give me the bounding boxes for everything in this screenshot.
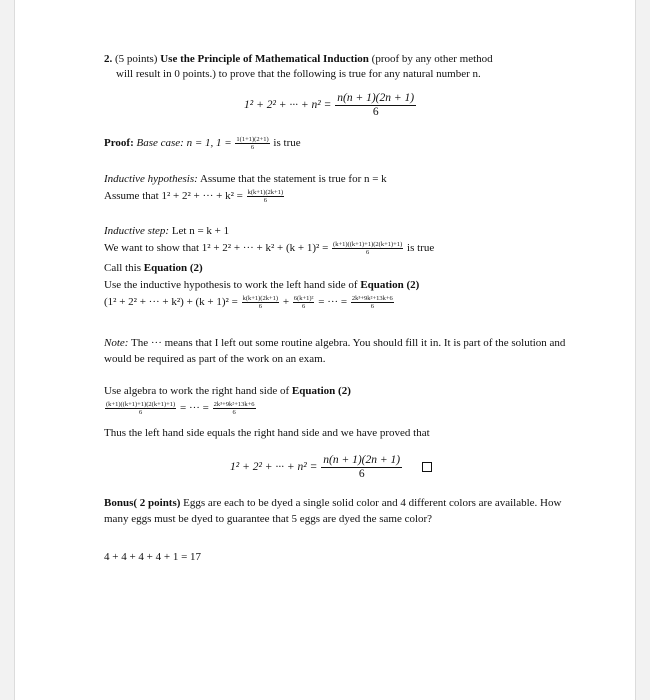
right-f2-numerator: 2k³+9k²+13k+6 — [213, 401, 255, 408]
step-want-fraction — [332, 241, 403, 256]
step-let: Let n = k + 1 — [171, 225, 230, 237]
right-fraction-2 — [213, 401, 256, 416]
assume-lhs: Assume that 1² + 2² + ··· + k² = — [104, 190, 243, 203]
equation-name-3: Equation (2) — [291, 385, 351, 397]
step-want-numerator: (k+1)((k+1)+1)(2(k+1)+1) — [333, 241, 403, 248]
note-label: Note: — [104, 337, 129, 349]
assume-fraction — [247, 189, 285, 204]
left-fraction-1 — [242, 295, 280, 310]
equation-name: Equation (2) — [143, 262, 203, 274]
note-paragraph — [104, 336, 574, 368]
left-expr: (1² + 2² + ··· + k²) + (k + 1)² = — [104, 296, 238, 309]
assume-numerator: k(k+1)(2k+1) — [247, 189, 284, 196]
right-f1-numerator: (k+1)((k+1)+1)(2(k+1)+1) — [106, 401, 176, 408]
base-case-fraction — [235, 136, 269, 151]
question-header — [104, 52, 493, 68]
left-dots: = ··· = — [318, 296, 348, 309]
left-plus: + — [282, 296, 290, 309]
final-formula-denominator: 6 — [358, 467, 365, 480]
formula-lhs: 1² + 2² + ··· + n² = — [244, 98, 332, 111]
left-side-expression — [104, 295, 395, 311]
left-fraction-3 — [351, 295, 394, 310]
hypothesis-text: Assume that the statement is true for n = k — [199, 173, 387, 185]
base-case-text: Base case: n = 1, 1 = — [136, 137, 232, 150]
assume-denominator: 6 — [263, 197, 268, 205]
hypothesis-line — [104, 172, 387, 188]
step-want-denominator: 6 — [366, 249, 370, 257]
left-f3-numerator: 2k³+9k²+13k+6 — [351, 295, 393, 302]
use-right-line — [104, 384, 351, 400]
question-number: 2. — [104, 53, 113, 65]
left-fraction-2 — [293, 295, 315, 310]
step-want-tail: is true — [407, 242, 435, 255]
base-case-tail: is true — [273, 137, 301, 150]
bonus-label: Bonus( 2 points) — [104, 497, 181, 509]
final-formula-fraction — [321, 454, 402, 480]
right-f1-denominator: 6 — [138, 409, 143, 417]
bonus-answer: 4 + 4 + 4 + 4 + 1 = 17 — [104, 551, 202, 563]
left-f1-numerator: k(k+1)(2k+1) — [242, 295, 279, 302]
step-heading: Inductive step: — [104, 225, 170, 237]
step-heading-line — [104, 224, 229, 240]
question-instruction-bold: Use the Principle of Mathematical Induction — [160, 53, 369, 65]
question-line-2: will result in 0 points.) to prove that the following is true for any natural number n. — [116, 68, 481, 80]
final-formula — [230, 454, 432, 480]
right-f2-denominator: 6 — [232, 409, 236, 417]
base-case-numerator: 1(1+1)(2+1) — [236, 136, 269, 143]
step-want-lhs: We want to show that 1² + 2² + ··· + k² + (k + 1)² = — [104, 242, 329, 255]
thus-line: Thus the left hand side equals the right hand side and we have proved that — [104, 427, 430, 439]
qed-box-icon — [422, 462, 432, 472]
note-text: The ··· means that I left out some routine algebra. You should fill it in. It is part of the solution and would be required as part of the work on an exam. — [104, 337, 566, 365]
step-want-line — [104, 241, 434, 257]
use-left-text: Use the inductive hypothesis to work the left hand side of — [104, 279, 358, 291]
formula-fraction — [335, 92, 416, 118]
use-right-text: Use algebra to work the right hand side of — [104, 385, 290, 397]
bonus-paragraph — [104, 496, 574, 528]
proof-label: Proof: — [104, 137, 134, 150]
call-equation-line — [104, 261, 203, 277]
formula-denominator: 6 — [372, 105, 379, 118]
proof-base-case — [104, 136, 301, 152]
right-side-expression — [104, 401, 257, 417]
final-formula-lhs: 1² + 2² + ··· + n² = — [230, 460, 318, 473]
final-formula-numerator: n(n + 1)(2n + 1) — [323, 454, 401, 466]
main-formula — [244, 92, 417, 118]
left-f3-denominator: 6 — [370, 303, 374, 311]
call-text: Call this — [104, 262, 141, 274]
formula-numerator: n(n + 1)(2n + 1) — [337, 92, 415, 104]
hypothesis-heading: Inductive hypothesis: — [104, 173, 198, 185]
equation-name-2: Equation (2) — [360, 279, 420, 291]
left-f2-numerator: 6(k+1)² — [293, 295, 314, 302]
left-f1-denominator: 6 — [258, 303, 262, 311]
hypothesis-assume — [104, 189, 285, 205]
question-points: (5 points) — [115, 53, 158, 65]
bonus-text: Eggs are each to be dyed a single solid color and 4 different colors are available. How many eggs must be dyed to guarantee that 5 eggs are dyed the same color? — [104, 497, 562, 525]
right-dots: = ··· = — [179, 402, 209, 415]
base-case-denominator: 6 — [250, 144, 255, 152]
use-left-line — [104, 278, 419, 294]
right-fraction-1 — [105, 401, 176, 416]
left-f2-denominator: 6 — [302, 303, 306, 311]
document-page — [14, 0, 636, 700]
question-instruction-rest: (proof by any other method — [371, 53, 493, 65]
